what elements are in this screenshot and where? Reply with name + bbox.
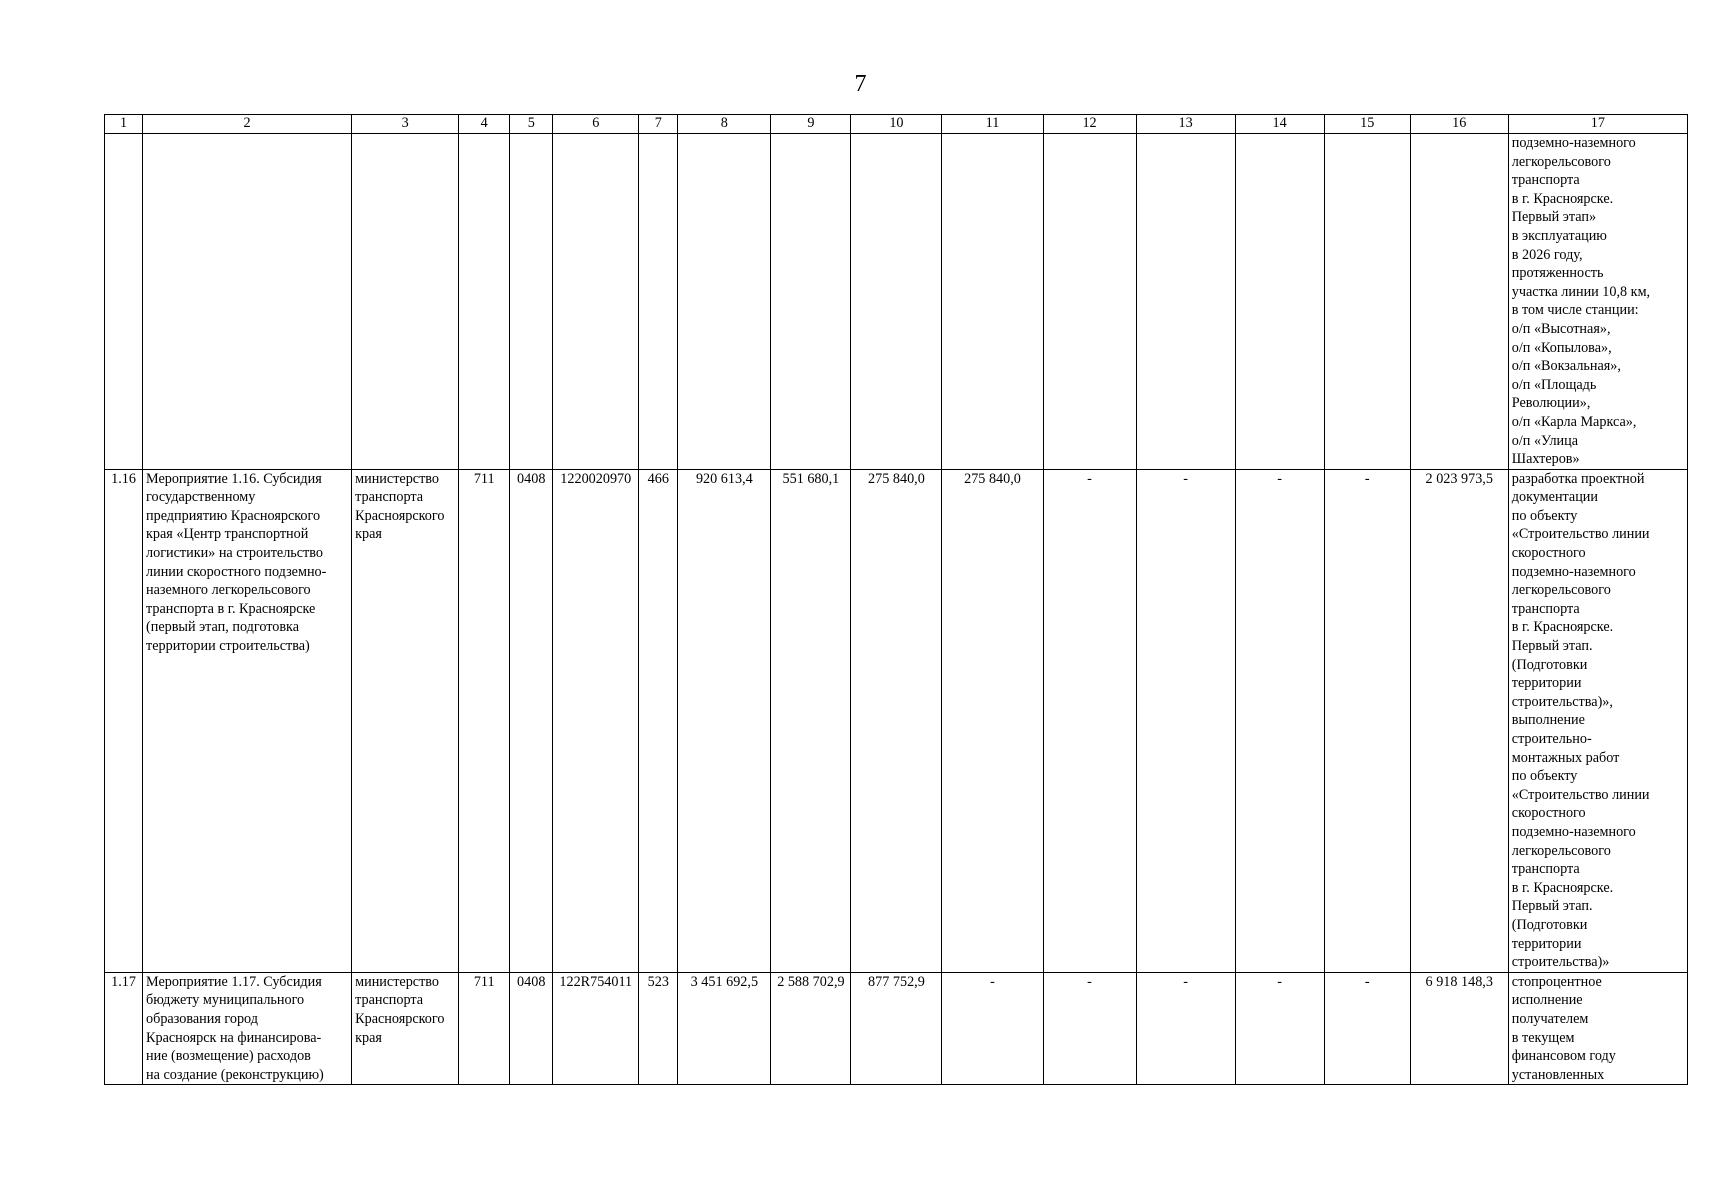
column-header: 7 [639,115,678,134]
cell-col9: 551 680,1 [771,469,851,972]
cell-total: 6 918 148,3 [1410,972,1508,1085]
column-header: 10 [851,115,942,134]
column-header: 8 [678,115,771,134]
cell-measure-name [143,134,352,470]
table-row-1-16 [105,469,1688,972]
cell-number: 1.16 [105,469,143,972]
column-header: 1 [105,115,143,134]
cell-number: 1.17 [105,972,143,1085]
cell-col8: 920 613,4 [678,469,771,972]
cell-expense-type [639,134,678,470]
column-header: 17 [1508,115,1687,134]
table-row-1-17 [105,972,1688,1085]
cell-number [105,134,143,470]
column-header: 5 [510,115,553,134]
cell-col8 [678,134,771,470]
cell-col10 [851,134,942,470]
cell-col15: - [1324,469,1410,972]
cell-expected-result: подземно-наземного легкорельсового транспорта в г. Красноярске. Первый этап» в эксплуатацию в 2026 году, протяженность участка линии 10,8 км, в том числе станции: о/п «Высотная», о/п «Копылова», о/п «Вокзальная», о/п «Площадь Революции», о/п «Карла Маркса», о/п «Улица Шахтеров» [1508,134,1687,470]
cell-col9 [771,134,851,470]
column-header: 6 [553,115,639,134]
cell-section-code [510,134,553,470]
column-header: 9 [771,115,851,134]
cell-col14: - [1235,469,1324,972]
cell-expense-type: 523 [639,972,678,1085]
cell-target-article: 122R754011 [553,972,639,1085]
cell-grbs-code [459,134,510,470]
cell-col10: 877 752,9 [851,972,942,1085]
cell-target-article: 1220020970 [553,469,639,972]
cell-col15: - [1324,972,1410,1085]
cell-expense-type: 466 [639,469,678,972]
cell-col12: - [1043,972,1136,1085]
cell-col8: 3 451 692,5 [678,972,771,1085]
column-header: 13 [1136,115,1235,134]
page-number: 7 [854,71,867,97]
cell-col11: - [942,972,1043,1085]
cell-col11: 275 840,0 [942,469,1043,972]
cell-measure-name: Мероприятие 1.16. Субсидия государственному предприятию Красноярского края «Центр транспортной логистики» на строительство линии скоростного подземно- наземного легкорельсового транспорта в г. Красноярске (первый этап, подготовка территории строительства) [143,469,352,972]
cell-col11 [942,134,1043,470]
column-header: 14 [1235,115,1324,134]
column-header: 2 [143,115,352,134]
cell-col13 [1136,134,1235,470]
cell-responsible: министерство транспорта Красноярского края [352,469,459,972]
cell-target-article [553,134,639,470]
column-header: 15 [1324,115,1410,134]
cell-total: 2 023 973,5 [1410,469,1508,972]
cell-expected-result: стопроцентное исполнение получателем в текущем финансовом году установленных [1508,972,1687,1085]
cell-col14: - [1235,972,1324,1085]
column-number-header-row [105,115,1688,134]
cell-col15 [1324,134,1410,470]
cell-col13: - [1136,469,1235,972]
cell-grbs-code: 711 [459,469,510,972]
cell-col12: - [1043,469,1136,972]
cell-expected-result: разработка проектной документации по объекту «Строительство линии скоростного подземно-наземного легкорельсового транспорта в г. Красноярске. Первый этап. (Подготовки территории строительства)», выполнение строительно- монтажных работ по объекту «Строительство линии скоростного подземно-наземного легкорельсового транспорта в г. Красноярске. Первый этап. (Подготовки территории строительства)» [1508,469,1687,972]
cell-col9: 2 588 702,9 [771,972,851,1085]
column-header: 4 [459,115,510,134]
cell-col13: - [1136,972,1235,1085]
cell-col10: 275 840,0 [851,469,942,972]
table-row-continuation [105,134,1688,470]
cell-section-code: 0408 [510,469,553,972]
budget-table [104,114,1688,1085]
column-header: 12 [1043,115,1136,134]
column-header: 3 [352,115,459,134]
cell-section-code: 0408 [510,972,553,1085]
cell-responsible [352,134,459,470]
cell-total [1410,134,1508,470]
cell-col12 [1043,134,1136,470]
cell-measure-name: Мероприятие 1.17. Субсидия бюджету муниципального образования город Красноярск на финансирова- ние (возмещение) расходов на создание (реконструкцию) [143,972,352,1085]
column-header: 16 [1410,115,1508,134]
column-header: 11 [942,115,1043,134]
cell-responsible: министерство транспорта Красноярского края [352,972,459,1085]
cell-grbs-code: 711 [459,972,510,1085]
cell-col14 [1235,134,1324,470]
